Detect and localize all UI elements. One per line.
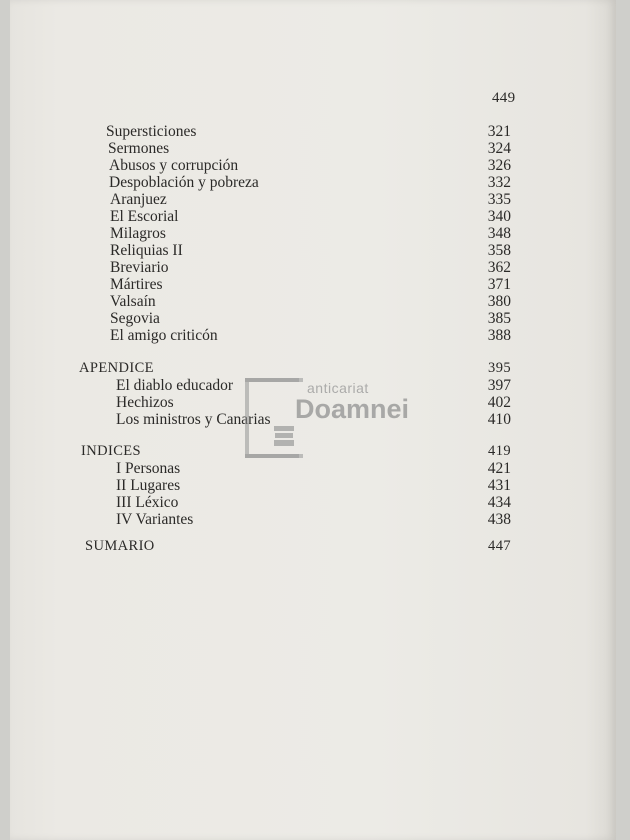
toc-entry-page: 332 (487, 174, 511, 191)
toc-entry-page: 434 (487, 494, 511, 511)
toc-entry-label: II Lugares (116, 477, 181, 494)
toc-entry-label: IV Variantes (116, 511, 194, 528)
toc-entry-label: Sermones (108, 140, 170, 157)
toc-entry-page: 447 (488, 538, 511, 554)
toc-entry-label: El diablo educador (116, 377, 234, 394)
toc-entry-page: 402 (487, 394, 511, 411)
toc-entry-label: Supersticiones (106, 123, 197, 140)
toc-section-label: INDICES (81, 443, 141, 459)
toc-entry-page: 358 (487, 242, 511, 259)
toc-entry-page: 395 (488, 360, 511, 376)
toc-entry-page: 362 (487, 259, 511, 276)
toc-entry-page: 438 (487, 511, 511, 528)
toc-section-label: APENDICE (79, 360, 154, 376)
toc-entry-page: 371 (487, 276, 511, 293)
toc-entry-label: Mártires (110, 276, 163, 293)
toc-entry-label: El Escorial (110, 208, 179, 225)
toc-entry-page: 348 (487, 225, 511, 242)
toc-entry-page: 335 (487, 191, 511, 208)
toc-entry-page: 419 (488, 443, 511, 459)
toc-entry-label: Aranjuez (110, 191, 167, 208)
toc-entry-label: Valsaín (110, 293, 156, 310)
toc-entry-label: Despoblación y pobreza (109, 174, 259, 191)
toc-entry-page: 385 (487, 310, 511, 327)
watermark-big-text: Doamnei (295, 394, 410, 424)
toc-entry-label: Milagros (110, 225, 166, 242)
toc-entry-label: Abusos y corrupción (109, 157, 239, 174)
toc-entry-label: Hechizos (116, 394, 174, 411)
toc-entry-label: III Léxico (116, 494, 179, 511)
toc-entry-page: 340 (487, 208, 511, 225)
toc-entry-page: 431 (487, 477, 511, 494)
watermark-small-text: anticariat (307, 380, 369, 396)
toc-entry-page: 410 (487, 411, 511, 428)
toc-entry-page: 397 (487, 377, 511, 394)
toc-entry-page: 324 (487, 140, 511, 157)
toc-entry-label: El amigo criticón (110, 327, 218, 344)
toc-entry-page: 326 (487, 157, 511, 174)
toc-entry-label: I Personas (116, 460, 181, 477)
toc-entry-page: 388 (487, 327, 511, 344)
toc-entry-label: Breviario (110, 259, 169, 276)
page-number: 449 (492, 90, 516, 106)
books-icon (273, 424, 295, 448)
toc-entry-label: Reliquias II (110, 242, 183, 259)
book-page (10, 0, 616, 840)
toc-entry-page: 321 (487, 123, 511, 140)
toc-section-label: SUMARIO (85, 538, 155, 554)
toc-entry-page: 380 (487, 293, 511, 310)
toc-entry-page: 421 (487, 460, 511, 477)
toc-entry-label: Segovia (110, 310, 160, 327)
toc-entry-label: Los ministros y Canarias (116, 411, 271, 428)
